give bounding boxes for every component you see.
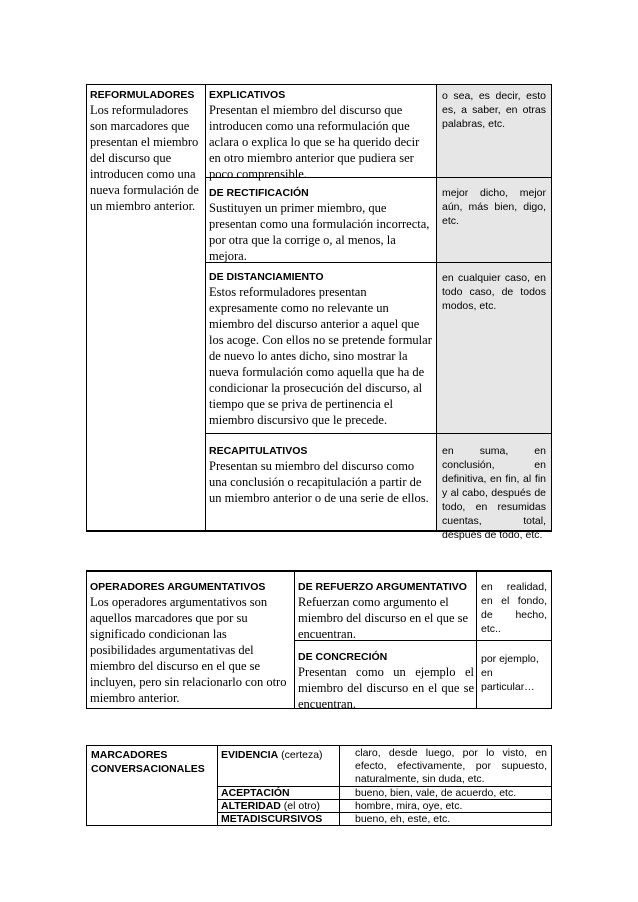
explicativos-title: EXPLICATIVOS — [209, 89, 286, 101]
concrecion-title: DE CONCRECIÓN — [298, 651, 388, 663]
recapitulativos-cell — [209, 444, 434, 506]
reformuladores-title: REFORMULADORES — [90, 89, 195, 101]
refuerzo-cell — [298, 580, 474, 642]
operadores-description: Los operadores argumentativos son aquellos marcadores que por su significado condicionan las posibilidades argumentativas del miembro del discurso en el que se incluyen, pero sin relacionarlo con otro miembro anterior. — [90, 595, 287, 705]
distanciamiento-description: Estos reformuladores presentan expresamente como no relevante un miembro del discurso anterior a aquel que los acoge. Con ellos no se pretende formular de nuevo lo antes dicho, sino mostrar la nueva formulación como aquella que ha de condicionar la prosecución del discurso, al tiempo que se priva de pertinencia el miembro discursivo que le precede. — [209, 285, 432, 427]
rectificacion-description: Sustituyen un primer miembro, que presentan como una formulación incorrecta, por otra que la corrige o, al menos, la mejora. — [209, 201, 430, 263]
aceptacion-examples: bueno, bien, vale, de acuerdo, etc. — [355, 787, 517, 799]
rectificacion-cell — [209, 186, 434, 264]
metadiscursivos-title: METADISCURSIVOS — [221, 813, 323, 825]
operadores-title: OPERADORES ARGUMENTATIVOS — [90, 581, 266, 593]
aceptacion-title: ACEPTACIÓN — [221, 787, 290, 799]
evidencia-title: EVIDENCIA — [221, 749, 279, 761]
refuerzo-title: DE REFUERZO ARGUMENTATIVO — [298, 581, 467, 593]
metadiscursivos-examples: bueno, eh, este, etc. — [355, 813, 451, 825]
refuerzo-description: Refuerzan como argumento el miembro del discurso en el que se encuentran. — [298, 595, 469, 641]
aceptacion-label — [221, 786, 337, 800]
alteridad-label — [221, 799, 337, 813]
explicativos-examples: o sea, es decir, esto es, a saber, en otras palabras, etc. — [442, 90, 546, 130]
evidencia-qualifier: (certeza) — [278, 749, 323, 761]
reformuladores-description: Los reformuladores son marcadores que presentan el miembro del discurso que introducen como una nueva formulación de un miembro anterior. — [90, 103, 199, 213]
distanciamiento-cell — [209, 270, 434, 428]
refuerzo-examples: en realidad, en el fondo, de hecho, etc.. — [481, 581, 547, 635]
distanciamiento-title: DE DISTANCIAMIENTO — [209, 271, 324, 283]
conversacionales-title: MARCADORES CONVERSACIONALES — [91, 749, 205, 775]
recapitulativos-title: RECAPITULATIVOS — [209, 445, 308, 457]
alteridad-title: ALTERIDAD — [221, 800, 281, 812]
alteridad-examples: hombre, mira, oye, etc. — [355, 800, 463, 812]
evidencia-examples: claro, desde luego, por lo visto, en efecto, efectivamente, por supuesto, naturalmente, sin duda, etc. — [355, 747, 547, 785]
rectificacion-title: DE RECTIFICACIÓN — [209, 187, 309, 199]
recapitulativos-examples: en suma, en conclusión, en definitiva, en fin, al fin y al cabo, después de todo, en resumidas cuentas, total, después de todo, etc. — [442, 445, 546, 541]
distanciamiento-examples: en cualquier caso, en todo caso, de todos modos, etc. — [442, 272, 546, 312]
reformuladores-cell — [90, 88, 204, 214]
rectificacion-examples: mejor dicho, mejor aún, más bien, digo, etc. — [442, 187, 546, 227]
explicativos-description: Presentan el miembro del discurso que introducen como una reformulación que aclara o explica lo que se ha querido decir en otro miembro anterior que pudiera ser poco comprensible. — [209, 103, 420, 181]
evidencia-label — [221, 748, 337, 762]
concrecion-description: Presentan como un ejemplo el miembro del discurso en el que se encuentran. — [298, 665, 474, 711]
alteridad-qualifier: (el otro) — [280, 800, 320, 812]
concrecion-cell — [298, 650, 474, 712]
concrecion-examples: por ejemplo, en particular… — [481, 653, 539, 693]
recapitulativos-description: Presentan su miembro del discurso como una conclusión o recapitulación a partir de un miembro anterior o de una serie de ellos. — [209, 459, 429, 505]
operadores-cell — [90, 580, 290, 706]
metadiscursivos-label — [221, 812, 337, 826]
explicativos-cell — [209, 88, 434, 182]
